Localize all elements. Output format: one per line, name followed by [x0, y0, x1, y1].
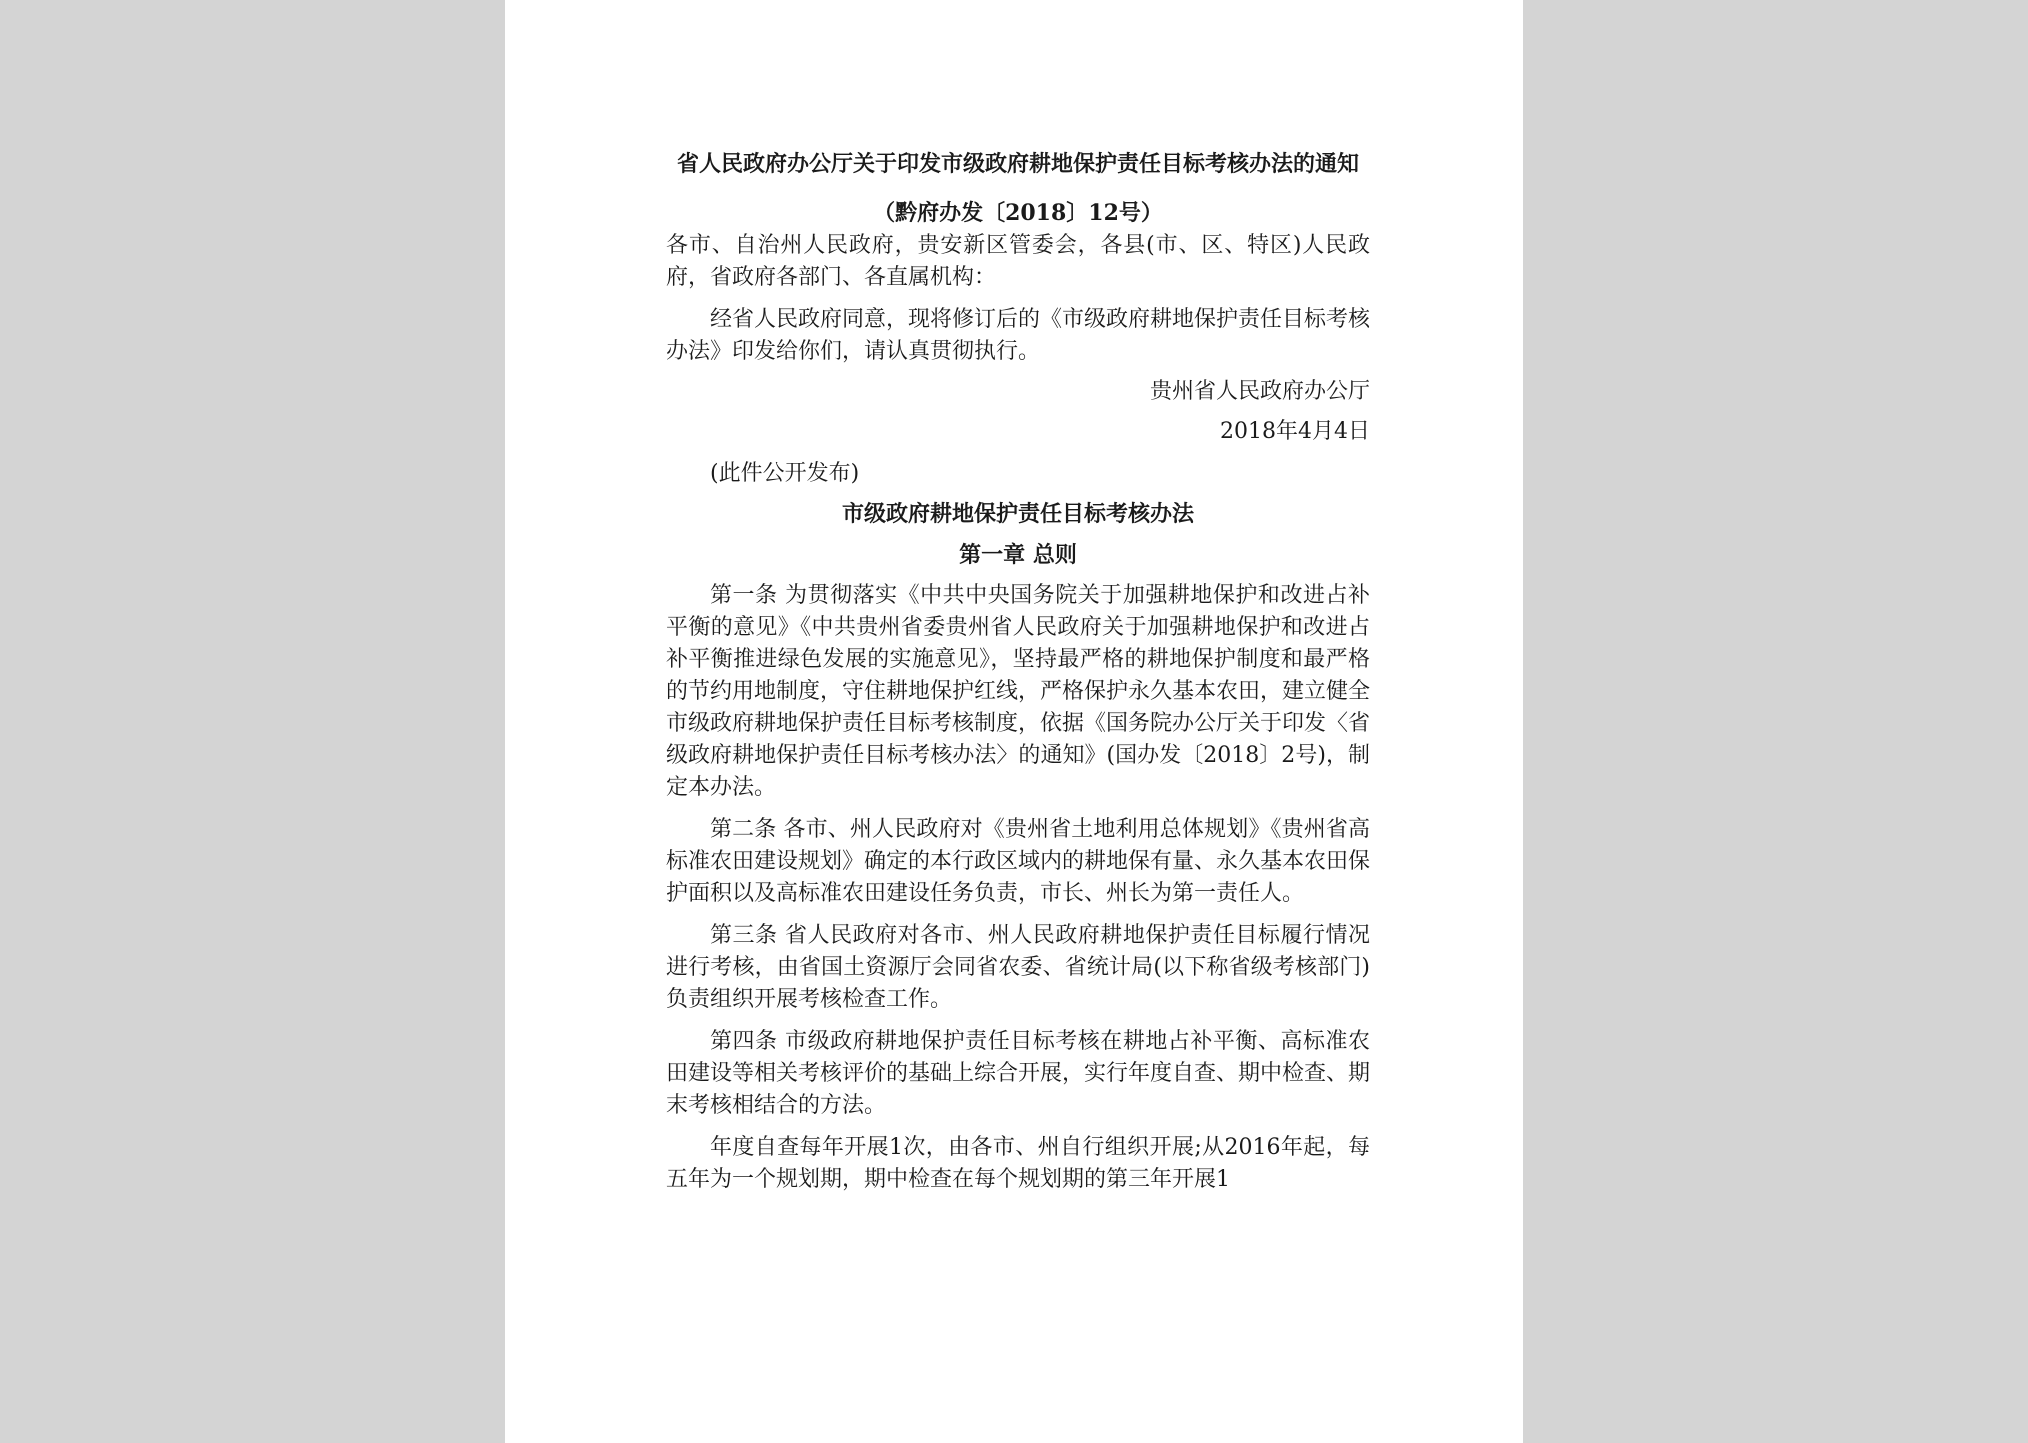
addressee: 各市、自治州人民政府，贵安新区管委会，各县(市、区、特区)人民政府，省政府各部门、各直属机构： [666, 233, 1370, 290]
document-title: 省人民政府办公厅关于印发市级政府耕地保护责任目标考核办法的通知 [676, 151, 1359, 177]
article-4: 第四条 市级政府耕地保护责任目标考核在耕地占补平衡、高标准农田建设等相关考核评价的基础上综合开展，实行年度自查、期中检查、期末考核相结合的方法。 [666, 1029, 1371, 1118]
measures-title: 市级政府耕地保护责任目标考核办法 [841, 501, 1194, 527]
document-number: （黔府办发〔2018〕12号） [873, 200, 1163, 226]
chapter-title: 第一章 总则 [959, 542, 1077, 568]
article-2: 第二条 各市、州人民政府对《贵州省土地利用总体规划》《贵州省高标准农田建设规划》确定的本行政区域内的耕地保有量、永久基本农田保护面积以及高标准农田建设任务负责，市长、州长为第一责任人。 [666, 817, 1371, 906]
issuer: 贵州省人民政府办公厅 [1149, 379, 1370, 404]
article-3: 第三条 省人民政府对各市、州人民政府耕地保护责任目标履行情况进行考核，由省国土资源厅会同省农委、省统计局(以下称省级考核部门)负责组织开展考核检查工作。 [666, 923, 1370, 1012]
document-content [666, 148, 1370, 1196]
article-4-continued: 年度自查每年开展1次，由各市、州自行组织开展;从2016年起，每五年为一个规划期，期中检查在每个规划期的第三年开展1 [666, 1135, 1370, 1192]
article-1: 第一条 为贯彻落实《中共中央国务院关于加强耕地保护和改进占补平衡的意见》《中共贵州省委贵州省人民政府关于加强耕地保护和改进占补平衡推进绿色发展的实施意见》，坚持最严格的耕地保护制度和最严格的节约用地制度，守住耕地保护红线，严格保护永久基本农田，建立健全市级政府耕地保护责任目标考核制度，依据《国务院办公厅关于印发〈省级政府耕地保护责任目标考核办法〉的通知》(国办发〔2018〕2号)，制定本办法。 [666, 583, 1371, 800]
notice-body: 经省人民政府同意，现将修订后的《市级政府耕地保护责任目标考核办法》印发给你们，请认真贯彻执行。 [666, 307, 1371, 364]
document-page [505, 0, 1523, 1443]
issue-date: 2018年4月4日 [1220, 419, 1370, 444]
publication-note: (此件公开发布) [710, 461, 860, 486]
